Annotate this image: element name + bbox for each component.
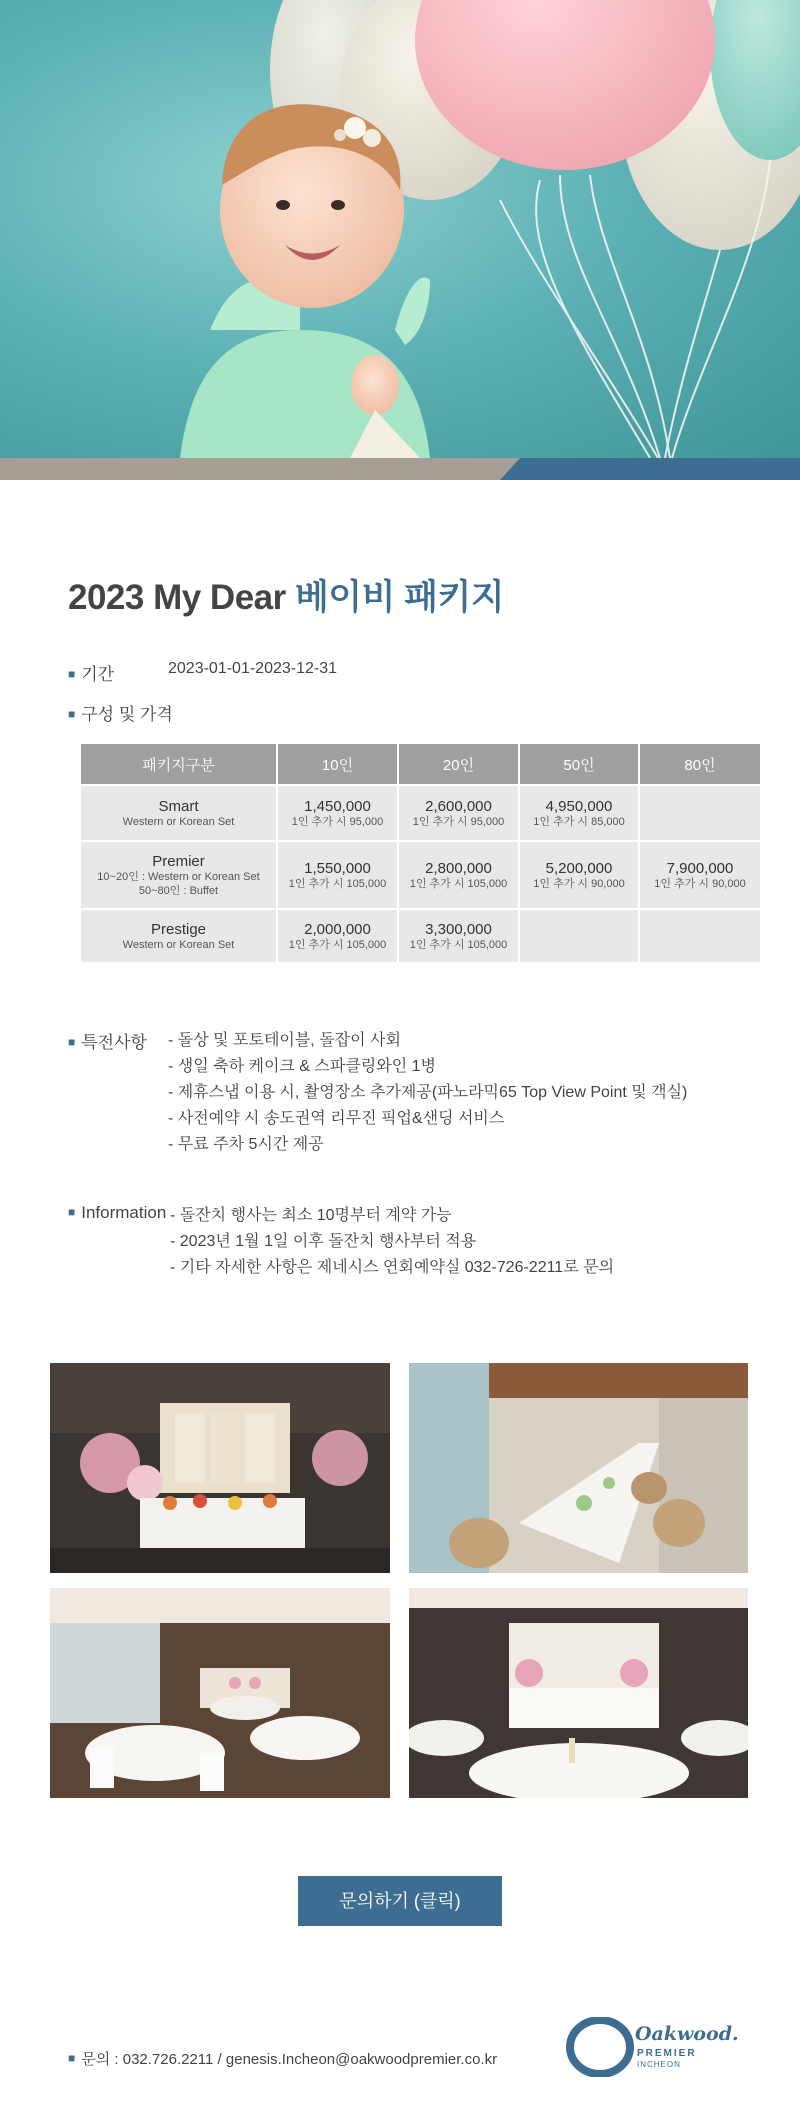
price-cell: [278, 910, 399, 964]
logo-mark-icon: [565, 2017, 635, 2077]
logo-city: INCHEON: [637, 2060, 681, 2069]
price: 4,950,000: [545, 797, 613, 815]
features-label-text: 특전사항: [81, 1033, 147, 1052]
price-cell: [520, 786, 640, 842]
extra-price: 1인 추가 시 105,000: [288, 877, 387, 890]
price-cell: [640, 786, 760, 842]
extra-price: 1인 추가 시 95,000: [291, 815, 384, 828]
price: 1,550,000: [304, 859, 371, 877]
period-value: 2023-01-01-2023-12-31: [168, 660, 338, 677]
table-header: 10인: [278, 744, 399, 786]
price-cell: [278, 786, 399, 842]
price-cell: [640, 842, 760, 910]
contact-info: [68, 2048, 497, 2069]
price-cell: [640, 910, 760, 964]
price: 1,450,000: [304, 797, 371, 815]
photo-event-hall-stage: [409, 1588, 748, 1798]
extra-price: 1인 추가 시 95,000: [412, 815, 505, 828]
list-item: - 제휴스냅 이용 시, 촬영장소 추가제공(파노라믹65 Top View Point 및 객실): [168, 1084, 688, 1101]
table-row: [81, 842, 760, 910]
photo-ballroom-round-tables: [50, 1588, 390, 1798]
square-bullet-icon: ■: [68, 667, 76, 681]
table-header-row: [81, 744, 760, 786]
contact-text: 문의 : 032.726.2211 / genesis.Incheon@oakwoodpremier.co.kr: [81, 2051, 498, 2068]
price-cell: [399, 842, 520, 910]
extra-price: 1인 추가 시 90,000: [533, 877, 625, 890]
price-cell: [399, 786, 520, 842]
package-name-cell: [81, 786, 278, 842]
price: 2,600,000: [425, 797, 492, 815]
list-item: - 무료 주차 5시간 제공: [168, 1136, 324, 1153]
extra-price: 1인 추가 시 90,000: [654, 877, 746, 890]
photo-banquet-long-table: [409, 1363, 748, 1573]
square-bullet-icon: ■: [68, 707, 76, 721]
price: 5,200,000: [545, 859, 613, 877]
hero-illustration: [0, 0, 800, 458]
period-label: [68, 660, 114, 685]
photo-dol-table-setup: [50, 1363, 390, 1573]
package-name-cell: [81, 842, 278, 910]
package-detail: Western or Korean Set: [122, 815, 235, 828]
square-bullet-icon: ■: [68, 1205, 76, 1219]
extra-price: 1인 추가 시 105,000: [409, 938, 508, 951]
composition-label-text: 구성 및 가격: [81, 705, 173, 724]
package-name: Prestige: [150, 920, 207, 938]
information-label-text: Information: [81, 1203, 167, 1222]
package-price-table: [81, 744, 760, 964]
price-cell: [399, 910, 520, 964]
table-header: 50인: [520, 744, 640, 786]
extra-price: 1인 추가 시 105,000: [409, 877, 508, 890]
package-detail: Western or Korean Set: [122, 938, 235, 951]
hero-divider-accent: [500, 458, 800, 480]
package-name: Premier: [152, 852, 205, 870]
package-detail: 50~80인 : Buffet: [138, 884, 219, 897]
features-list: [168, 1028, 687, 1158]
information-label: [68, 1203, 166, 1223]
extra-price: 1인 추가 시 85,000: [533, 815, 625, 828]
page-title: [68, 570, 504, 620]
square-bullet-icon: ■: [68, 2051, 76, 2065]
list-item: - 사전예약 시 송도권역 리무진 픽업&샌딩 서비스: [168, 1110, 505, 1127]
price: 3,300,000: [425, 920, 492, 938]
list-item: - 2023년 1월 1일 이후 돌잔치 행사부터 적용: [170, 1233, 477, 1250]
period-label-text: 기간: [81, 665, 115, 684]
package-name-cell: [81, 910, 278, 964]
hero-image: [0, 0, 800, 458]
oakwood-premier-logo: [565, 2017, 739, 2077]
table-header: 패키지구분: [81, 744, 278, 786]
square-bullet-icon: ■: [68, 1035, 76, 1049]
logo-premier: PREMIER: [637, 2048, 697, 2059]
table-header: 80인: [640, 744, 760, 786]
price-cell: [520, 910, 640, 964]
package-name: Smart: [158, 797, 199, 815]
extra-price: 1인 추가 시 105,000: [288, 938, 387, 951]
list-item: - 돌잔치 행사는 최소 10명부터 계약 가능: [170, 1207, 452, 1224]
list-item: - 돌상 및 포토테이블, 돌잡이 사회: [168, 1032, 401, 1049]
table-row: [81, 786, 760, 842]
price: 7,900,000: [666, 859, 734, 877]
title-accent: 베이비 패키지: [295, 578, 505, 617]
list-item: - 기타 자세한 사항은 제네시스 연회예약실 032-726-2211로 문의: [170, 1259, 615, 1276]
inquiry-button[interactable]: 문의하기 (클릭): [298, 1876, 502, 1926]
features-label: [68, 1028, 147, 1053]
price-cell: [520, 842, 640, 910]
price-cell: [278, 842, 399, 910]
composition-label: [68, 700, 173, 725]
price: 2,800,000: [425, 859, 492, 877]
table-row: [81, 910, 760, 964]
title-prefix: 2023 My Dear: [68, 578, 286, 617]
information-list: [170, 1203, 614, 1281]
price: 2,000,000: [304, 920, 371, 938]
logo-script: Oakwood.: [635, 2023, 739, 2045]
table-header: 20인: [399, 744, 520, 786]
package-detail: 10~20인 : Western or Korean Set: [97, 870, 260, 883]
list-item: - 생일 축하 케이크 & 스파클링와인 1병: [168, 1058, 436, 1075]
